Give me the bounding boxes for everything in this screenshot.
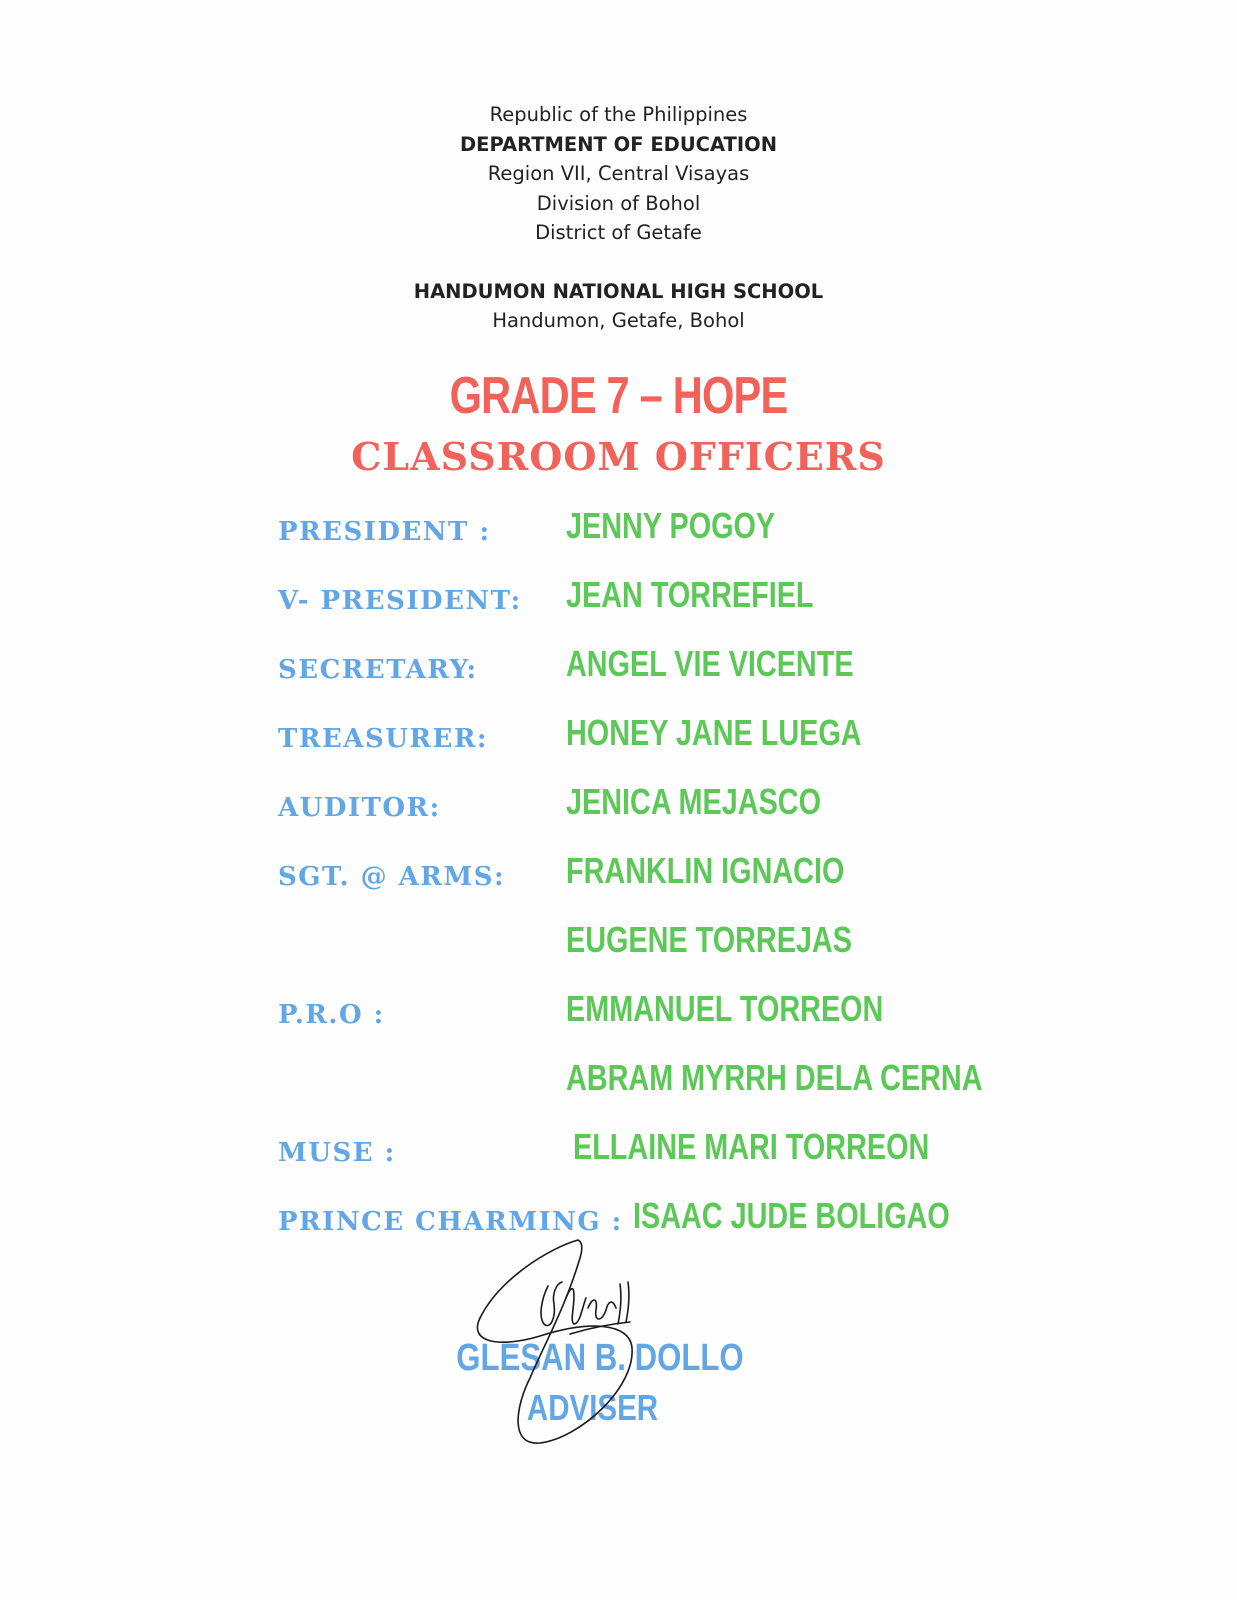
officer-row [0, 919, 1237, 979]
officer-row [0, 1057, 1237, 1117]
officer-role: PRESIDENT : [278, 517, 491, 547]
officer-role: AUDITOR: [278, 793, 441, 823]
adviser-name: GLESAN B. DOLLO [456, 1337, 744, 1379]
department-line: DEPARTMENT OF EDUCATION [459, 132, 778, 156]
page-subtitle: CLASSROOM OFFICERS [351, 434, 886, 479]
officer-row [0, 781, 1237, 841]
officer-name: ABRAM MYRRH DELA CERNA [566, 1057, 983, 1098]
officer-row [0, 712, 1237, 772]
officer-role: MUSE : [278, 1138, 396, 1168]
officer-name: EUGENE TORREJAS [566, 919, 852, 960]
officer-row [0, 574, 1237, 634]
officer-row [0, 505, 1237, 565]
region-line: Region VII, Central Visayas [487, 162, 750, 185]
officer-role: PRINCE CHARMING : [278, 1207, 623, 1237]
adviser-title: ADVISER [526, 1387, 659, 1428]
school-address: Handumon, Getafe, Bohol [492, 309, 745, 332]
officer-role: SGT. @ ARMS: [278, 862, 506, 892]
republic-line: Republic of the Philippines [489, 103, 748, 126]
officer-role: V- PRESIDENT: [278, 586, 522, 616]
division-line: Division of Bohol [536, 191, 701, 215]
officer-role: P.R.O : [278, 1000, 385, 1030]
officer-name: ELLAINE MARI TORREON [573, 1126, 930, 1167]
officer-row [0, 850, 1237, 910]
officer-name: ANGEL VIE VICENTE [566, 643, 854, 684]
officer-name: JENICA MEJASCO [566, 781, 821, 822]
letterhead [0, 100, 1237, 336]
signature-mark [470, 1238, 670, 1448]
officer-row [0, 988, 1237, 1048]
district-line: District of Getafe [535, 221, 702, 244]
officer-row [0, 643, 1237, 703]
school-name: HANDUMON NATIONAL HIGH SCHOOL [413, 279, 824, 303]
officer-name: JENNY POGOY [566, 505, 776, 546]
officer-role: SECRETARY: [278, 655, 478, 685]
header-spacer [0, 248, 1237, 277]
officer-name: JEAN TORREFIEL [566, 574, 814, 615]
officer-name: FRANKLIN IGNACIO [566, 850, 845, 891]
officer-name: HONEY JANE LUEGA [566, 712, 862, 753]
officer-name: EMMANUEL TORREON [566, 988, 884, 1029]
officer-role: TREASURER: [278, 724, 489, 754]
officer-name: ISAAC JUDE BOLIGAO [633, 1195, 950, 1236]
page-title: GRADE 7 – HOPE [449, 367, 788, 425]
officer-row [0, 1126, 1237, 1186]
